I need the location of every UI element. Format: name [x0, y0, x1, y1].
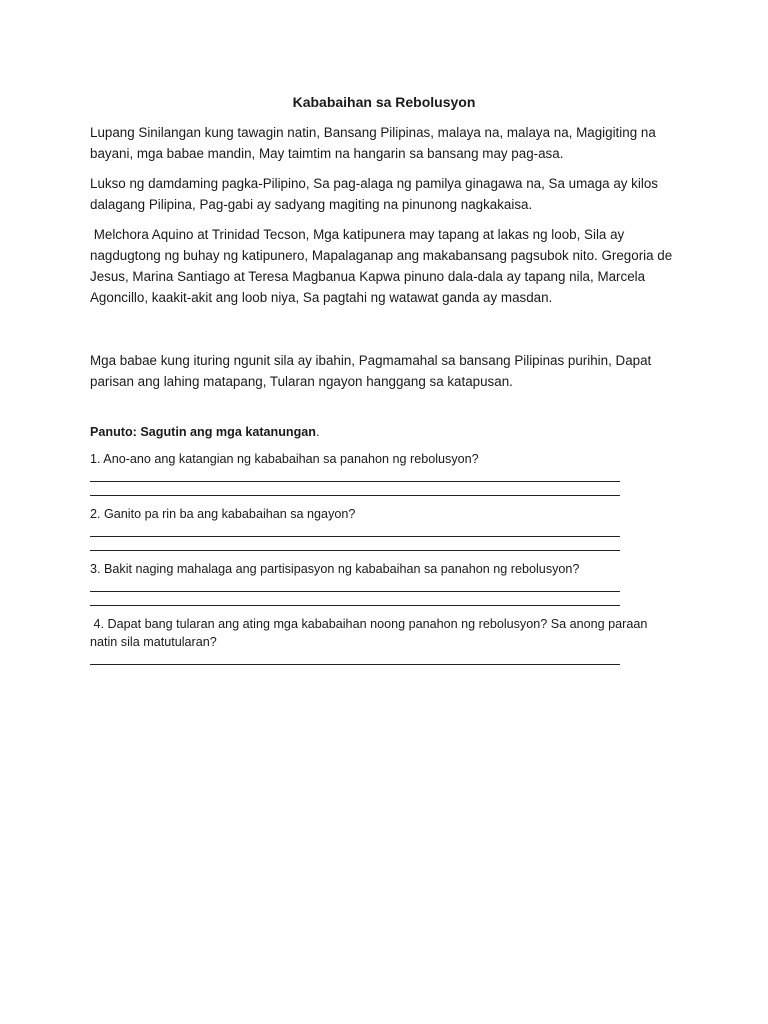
- answer-line[interactable]: [90, 590, 620, 592]
- question-3: 3. Bakit naging mahalaga ang partisipasyon ng kababaihan sa panahon ng rebolusyon?: [90, 562, 580, 576]
- poem-paragraph-1: Lupang Sinilangan kung tawagin natin, Bansang Pilipinas, malaya na, malaya na, Magigiting na bayani, mga babae mandin, May taimtim na hangarin sa bansang may pag-asa.: [90, 125, 656, 161]
- answer-line[interactable]: [90, 494, 620, 496]
- poem-paragraph-3: Melchora Aquino at Trinidad Tecson, Mga katipunera may tapang at lakas ng loob, Sila ay nagdugtong ng buhay ng katipunero, Mapalaganap ang makabansang pagsubok nito. Gregoria de Jesus, Marina Santiago at Teresa Magbanua Kapwa pinuno dala-dala ay tapang nila, Marcela Agoncillo, kaakit-akit ang loob niya, Sa pagtahi ng watawat ganda ay masdan.: [90, 227, 676, 305]
- document-title: Kababaihan sa Rebolusyon: [292, 94, 476, 110]
- question-block-4: [90, 615, 678, 665]
- answer-line[interactable]: [90, 535, 620, 537]
- instructions-label: Panuto: Sagutin ang mga katanungan: [90, 425, 316, 439]
- answer-line[interactable]: [90, 480, 620, 482]
- question-2: 2. Ganito pa rin ba ang kababaihan sa ngayon?: [90, 507, 356, 521]
- poem-paragraph-4: Mga babae kung ituring ngunit sila ay ibahin, Pagmamahal sa bansang Pilipinas purihin, Dapat parisan ang lahing matapang, Tularan ngayon hanggang sa katapusan.: [90, 353, 652, 389]
- answer-line[interactable]: [90, 604, 620, 606]
- answer-line[interactable]: [90, 663, 620, 665]
- answer-line[interactable]: [90, 549, 620, 551]
- question-block-1: [90, 450, 678, 496]
- instructions-period: .: [316, 425, 320, 439]
- question-block-2: [90, 505, 678, 551]
- poem-paragraph-2: Lukso ng damdaming pagka-Pilipino, Sa pag-alaga ng pamilya ginagawa na, Sa umaga ay kilos dalagang Pilipina, Pag-gabi ay sadyang magiting na pinunong nagkakaisa.: [90, 176, 658, 212]
- question-1: 1. Ano-ano ang katangian ng kababaihan sa panahon ng rebolusyon?: [90, 452, 479, 466]
- question-block-3: [90, 560, 678, 606]
- question-4: 4. Dapat bang tularan ang ating mga kababaihan noong panahon ng rebolusyon? Sa anong paraan natin sila matutularan?: [90, 617, 651, 649]
- instructions: [90, 423, 678, 441]
